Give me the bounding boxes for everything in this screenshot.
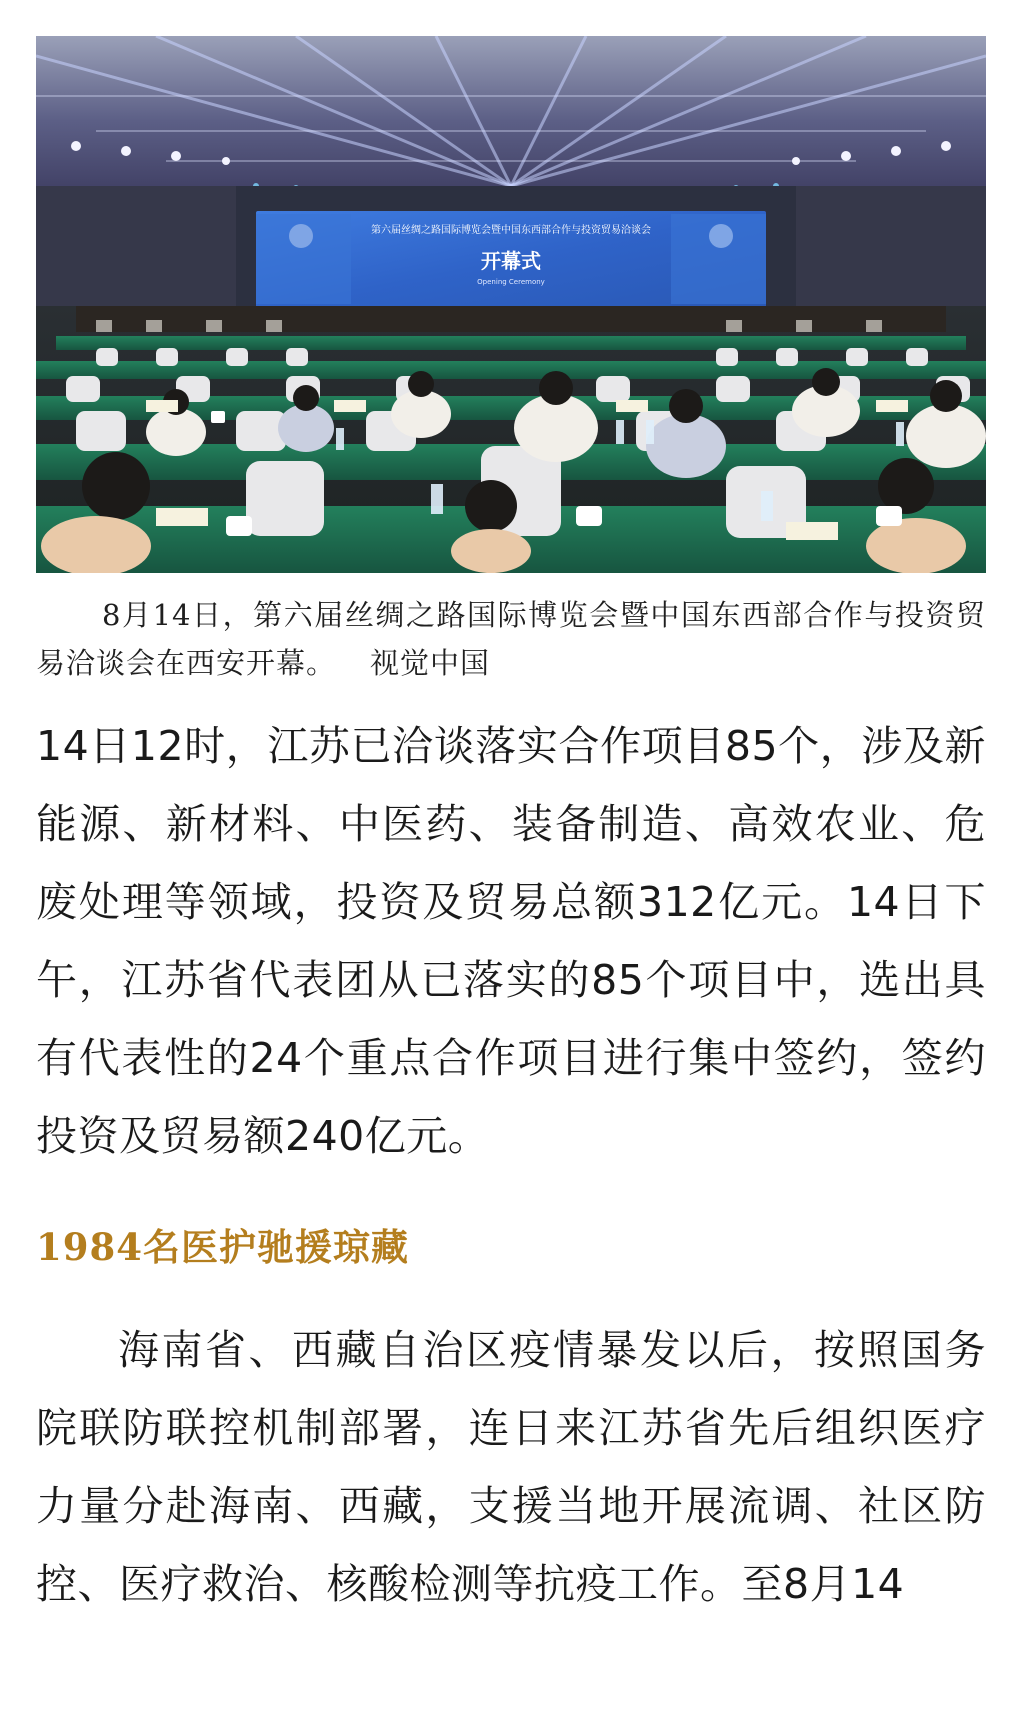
screen-sub: Opening Ceremony [477,278,545,286]
screen-main: 开幕式 [481,249,541,273]
article-page [36,36,986,1623]
section-heading: 1984名医护驰援琼藏 [36,1225,409,1269]
conference-hall-illustration [36,36,986,573]
paragraph-1: 14日12时，江苏已洽谈落实合作项目85个，涉及新能源、新材料、中医药、装备制造、高效农业、危废处理等领域，投资及贸易总额312亿元。14日下午，江苏省代表团从已落实的85个项目中，选出具有代表性的24个重点合作项目进行集中签约，签约投资及贸易额240亿元。 [36,722,986,1160]
conference-photo [36,36,986,573]
paragraph-2: 海南省、西藏自治区疫情暴发以后，按照国务院联防联控机制部署，连日来江苏省先后组织医疗力量分赴海南、西藏，支援当地开展流调、社区防控、医疗救治、核酸检测等抗疫工作。至8月14 [36,1326,986,1608]
photo-credit: 视觉中国 [370,646,491,680]
screen-title: 第六届丝绸之路国际博览会暨中国东西部合作与投资贸易洽谈会 [371,225,651,236]
photo-caption [36,591,986,687]
caption-text: 8月14日，第六届丝绸之路国际博览会暨中国东西部合作与投资贸易洽谈会在西安开幕。 [36,598,986,680]
